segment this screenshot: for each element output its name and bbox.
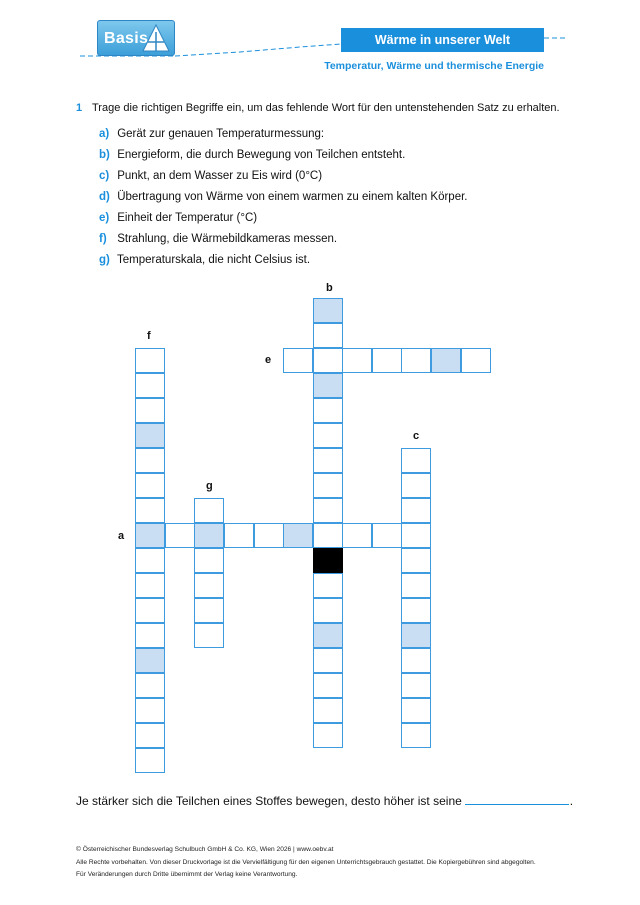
crossword-cell-f[interactable] <box>135 348 165 373</box>
clue-letter: f) <box>99 233 107 245</box>
clue-f <box>99 229 467 250</box>
crossword-cell-b[interactable] <box>313 673 343 698</box>
crossword-cell-b[interactable] <box>313 723 343 748</box>
crossword-cell-f[interactable] <box>135 623 165 648</box>
crossword-cell-g[interactable] <box>194 498 224 523</box>
crossword-cell-f[interactable] <box>135 748 165 773</box>
crossword-cell-c[interactable] <box>401 723 431 748</box>
solution-sentence <box>76 792 573 808</box>
footer <box>76 844 536 882</box>
footer-disclaimer: Für Veränderungen durch Dritte übernimmt der Verlag keine Verantwortung. <box>76 871 298 878</box>
clue-text: Übertragung von Wärme von einem warmen zu einem kalten Körper. <box>117 191 468 203</box>
crossword-cell-b[interactable] <box>313 423 343 448</box>
crossword-cell-b[interactable] <box>313 498 343 523</box>
crossword-cell-g[interactable] <box>194 523 224 548</box>
label-c: c <box>413 430 420 442</box>
crossword-cell-b[interactable] <box>313 373 343 398</box>
clue-b <box>99 145 467 166</box>
crossword-cell-b[interactable] <box>313 648 343 673</box>
logo-text: Basis <box>104 30 149 47</box>
crossword-cell-b[interactable] <box>313 698 343 723</box>
label-f: f <box>147 330 151 342</box>
crossword-cell-b[interactable] <box>313 523 343 548</box>
crossword-cell-f[interactable] <box>135 398 165 423</box>
clue-c <box>99 166 467 187</box>
clue-a <box>99 124 467 145</box>
clue-letter: d) <box>99 191 110 203</box>
crossword-cell-c[interactable] <box>401 673 431 698</box>
crossword-cell-f[interactable] <box>135 523 165 548</box>
crossword-cell-a[interactable] <box>165 523 195 548</box>
clue-letter: a) <box>99 128 110 140</box>
triangle-logo-icon <box>142 24 170 52</box>
label-g: g <box>206 480 213 492</box>
crossword-cell-c[interactable] <box>401 548 431 573</box>
crossword-cell-e[interactable] <box>372 348 402 373</box>
crossword-cell-f[interactable] <box>135 423 165 448</box>
crossword-cell-e[interactable] <box>401 348 431 373</box>
crossword-cell-c[interactable] <box>401 448 431 473</box>
basis-logo <box>97 20 175 56</box>
clue-letter: b) <box>99 149 110 161</box>
clue-d <box>99 187 467 208</box>
crossword-cell-c[interactable] <box>401 623 431 648</box>
clue-text: Gerät zur genauen Temperaturmessung: <box>117 128 325 140</box>
crossword-cell-e[interactable] <box>342 348 372 373</box>
clue-letter: g) <box>99 254 110 266</box>
solution-blank[interactable] <box>465 792 569 805</box>
crossword-cell-f[interactable] <box>135 698 165 723</box>
crossword-cell-f[interactable] <box>135 648 165 673</box>
crossword-cell-c[interactable] <box>401 498 431 523</box>
crossword-cell-c[interactable] <box>401 523 431 548</box>
crossword-cell-b[interactable] <box>313 598 343 623</box>
crossword-cell-b[interactable] <box>313 548 343 573</box>
task-instruction: Trage die richtigen Begriffe ein, um das fehlende Wort für den untenstehenden Satz zu erhalten. <box>92 102 560 114</box>
crossword-cell-f[interactable] <box>135 548 165 573</box>
label-e: e <box>265 354 272 366</box>
crossword-cell-f[interactable] <box>135 673 165 698</box>
task-number: 1 <box>76 102 83 114</box>
crossword-cell-b[interactable] <box>313 623 343 648</box>
crossword-cell-f[interactable] <box>135 448 165 473</box>
crossword-cell-a[interactable] <box>283 523 313 548</box>
crossword-cell-f[interactable] <box>135 373 165 398</box>
clue-g <box>99 250 467 271</box>
crossword-cell-c[interactable] <box>401 698 431 723</box>
crossword-cell-a[interactable] <box>224 523 254 548</box>
crossword-cell-c[interactable] <box>401 473 431 498</box>
crossword-cell-f[interactable] <box>135 598 165 623</box>
crossword-cell-b[interactable] <box>313 448 343 473</box>
label-a: a <box>118 530 125 542</box>
crossword-cell-c[interactable] <box>401 573 431 598</box>
crossword-cell-f[interactable] <box>135 473 165 498</box>
crossword-cell-b[interactable] <box>313 573 343 598</box>
page-subtitle: Temperatur, Wärme und thermische Energie <box>324 60 544 72</box>
crossword-cell-e[interactable] <box>461 348 491 373</box>
crossword-cell-g[interactable] <box>194 623 224 648</box>
crossword-cell-b[interactable] <box>313 323 343 348</box>
footer-rights: Alle Rechte vorbehalten. Von dieser Druckvorlage ist die Vervielfältigung für den eigenen Unterrichtsgebrauch gestattet. Die Kopiergebühren sind abgegolten. <box>76 858 536 866</box>
crossword-cell-f[interactable] <box>135 573 165 598</box>
clue-text: Temperaturskala, die nicht Celsius ist. <box>117 254 311 266</box>
sentence-end: . <box>569 794 574 808</box>
crossword-cell-a[interactable] <box>254 523 284 548</box>
clue-letter: e) <box>99 212 110 224</box>
crossword-cell-g[interactable] <box>194 548 224 573</box>
crossword-cell-g[interactable] <box>194 598 224 623</box>
crossword-cell-b[interactable] <box>313 348 343 373</box>
clue-list <box>99 124 467 271</box>
sentence-text: Je stärker sich die Teilchen eines Stoffes bewegen, desto höher ist seine <box>76 794 462 808</box>
crossword-cell-e[interactable] <box>283 348 313 373</box>
clue-letter: c) <box>99 170 110 182</box>
crossword-cell-b[interactable] <box>313 473 343 498</box>
clue-text: Strahlung, die Wärmebildkameras messen. <box>117 233 338 245</box>
clue-e <box>99 208 467 229</box>
clue-text: Einheit der Temperatur (°C) <box>117 212 258 224</box>
clue-text: Energieform, die durch Bewegung von Teilchen entsteht. <box>117 149 406 161</box>
clue-text: Punkt, an dem Wasser zu Eis wird (0°C) <box>117 170 323 182</box>
crossword-cell-c[interactable] <box>401 648 431 673</box>
crossword-cell-f[interactable] <box>135 723 165 748</box>
chapter-banner: Wärme in unserer Welt <box>341 28 544 52</box>
crossword-cell-a[interactable] <box>372 523 402 548</box>
crossword-cell-e[interactable] <box>431 348 461 373</box>
crossword-cell-c[interactable] <box>401 598 431 623</box>
crossword-cell-b[interactable] <box>313 298 343 323</box>
header-decoration <box>0 0 640 80</box>
footer-copyright: © Österreichischer Bundesverlag Schulbuch GmbH & Co. KG, Wien 2026 | www.oebv.at <box>76 846 334 853</box>
crossword-cell-b[interactable] <box>313 398 343 423</box>
crossword-cell-f[interactable] <box>135 498 165 523</box>
crossword-cell-a[interactable] <box>342 523 372 548</box>
crossword-cell-g[interactable] <box>194 573 224 598</box>
label-b: b <box>326 282 333 294</box>
